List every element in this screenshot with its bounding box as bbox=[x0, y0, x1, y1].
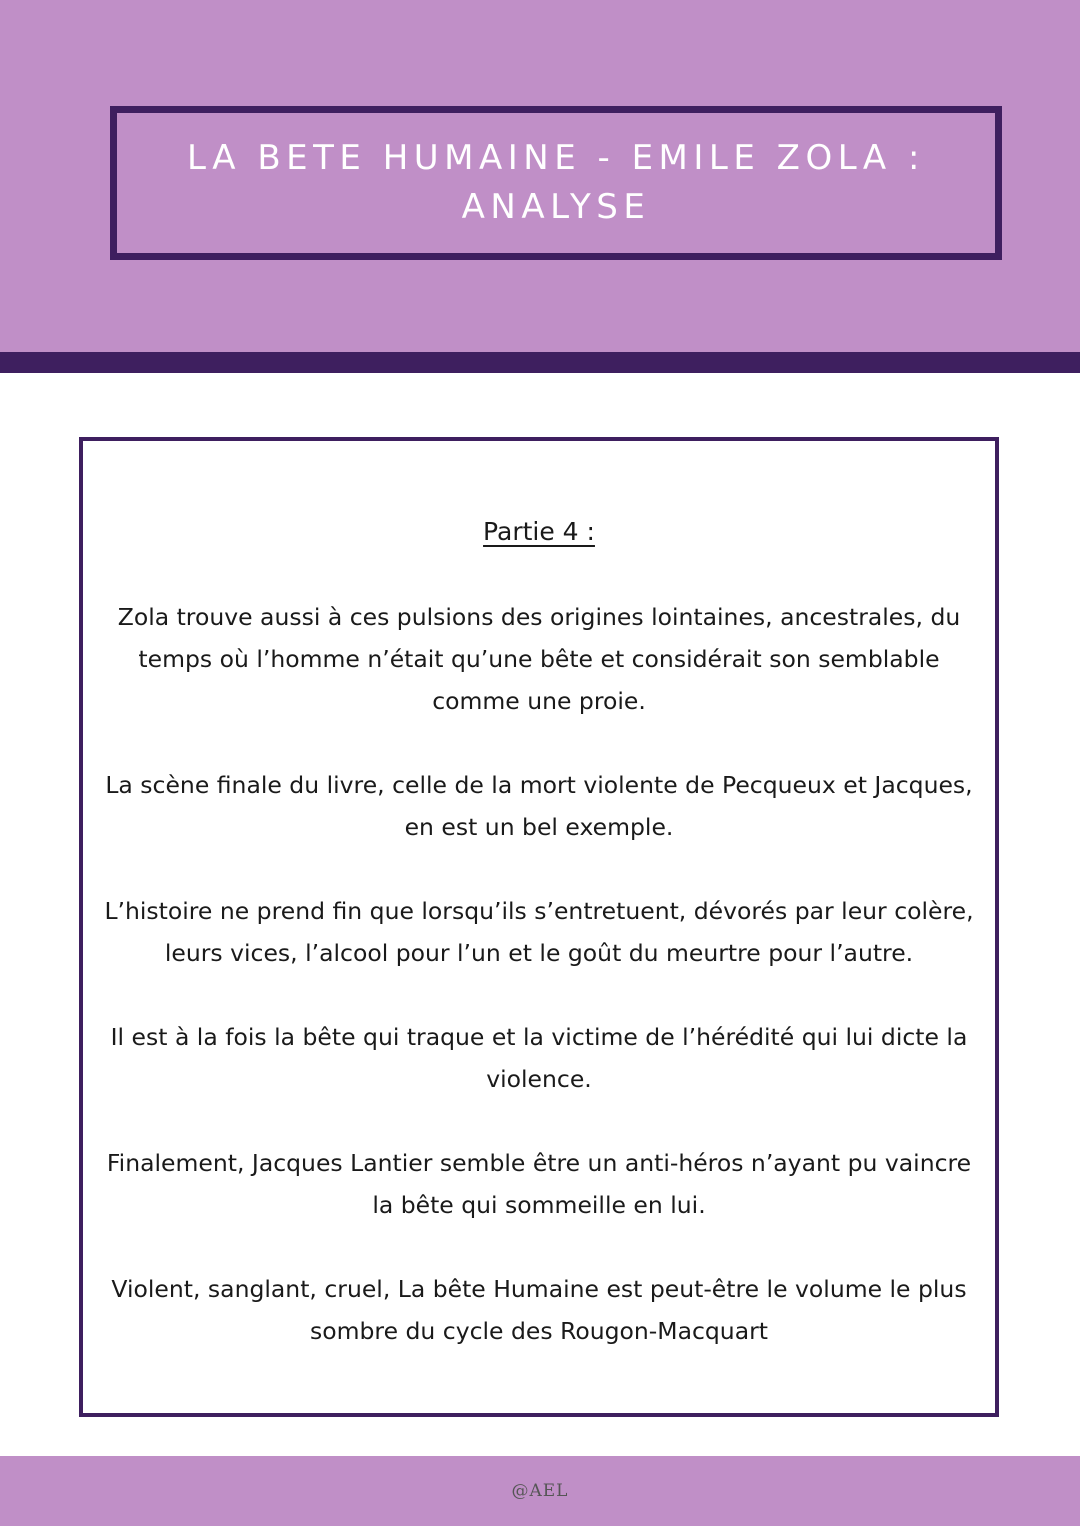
paragraph-origins: Zola trouve aussi à ces pulsions des origines lointaines, ancestrales, du temps où l’homme n’était qu’une bête et considérait son semblable comme une proie. bbox=[117, 603, 961, 715]
paragraph-heredity: Il est à la fois la bête qui traque et la victime de l’hérédité qui lui dicte la violence. bbox=[110, 1023, 968, 1093]
page-title-line-1: LA BETE HUMAINE - EMILE ZOLA : bbox=[187, 138, 925, 178]
paragraph-story-end: L’histoire ne prend fin que lorsqu’ils s’entretuent, dévorés par leur colère, leurs vices, l’alcool pour l’un et le goût du meurtre pour l’autre. bbox=[104, 897, 974, 967]
section-heading bbox=[83, 515, 995, 549]
header-band bbox=[0, 0, 1080, 352]
footer-band bbox=[0, 1456, 1080, 1526]
paragraph-anti-hero: Finalement, Jacques Lantier semble être un anti-héros n’ayant pu vaincre la bête qui sommeille en lui. bbox=[106, 1149, 972, 1219]
author-signature: @AEL bbox=[511, 1481, 569, 1501]
header-divider bbox=[0, 352, 1080, 373]
title-frame bbox=[110, 106, 1002, 260]
section-heading-label: Partie 4 : bbox=[483, 517, 595, 546]
paragraph-conclusion: Violent, sanglant, cruel, La bête Humaine est peut-être le volume le plus sombre du cycle des Rougon-Macquart bbox=[111, 1275, 967, 1345]
page-title bbox=[187, 134, 925, 232]
page-title-line-2: ANALYSE bbox=[461, 187, 651, 227]
paragraph-final-scene: La scène finale du livre, celle de la mort violente de Pecqueux et Jacques, en est un bel exemple. bbox=[105, 771, 973, 841]
content-frame bbox=[79, 437, 999, 1417]
